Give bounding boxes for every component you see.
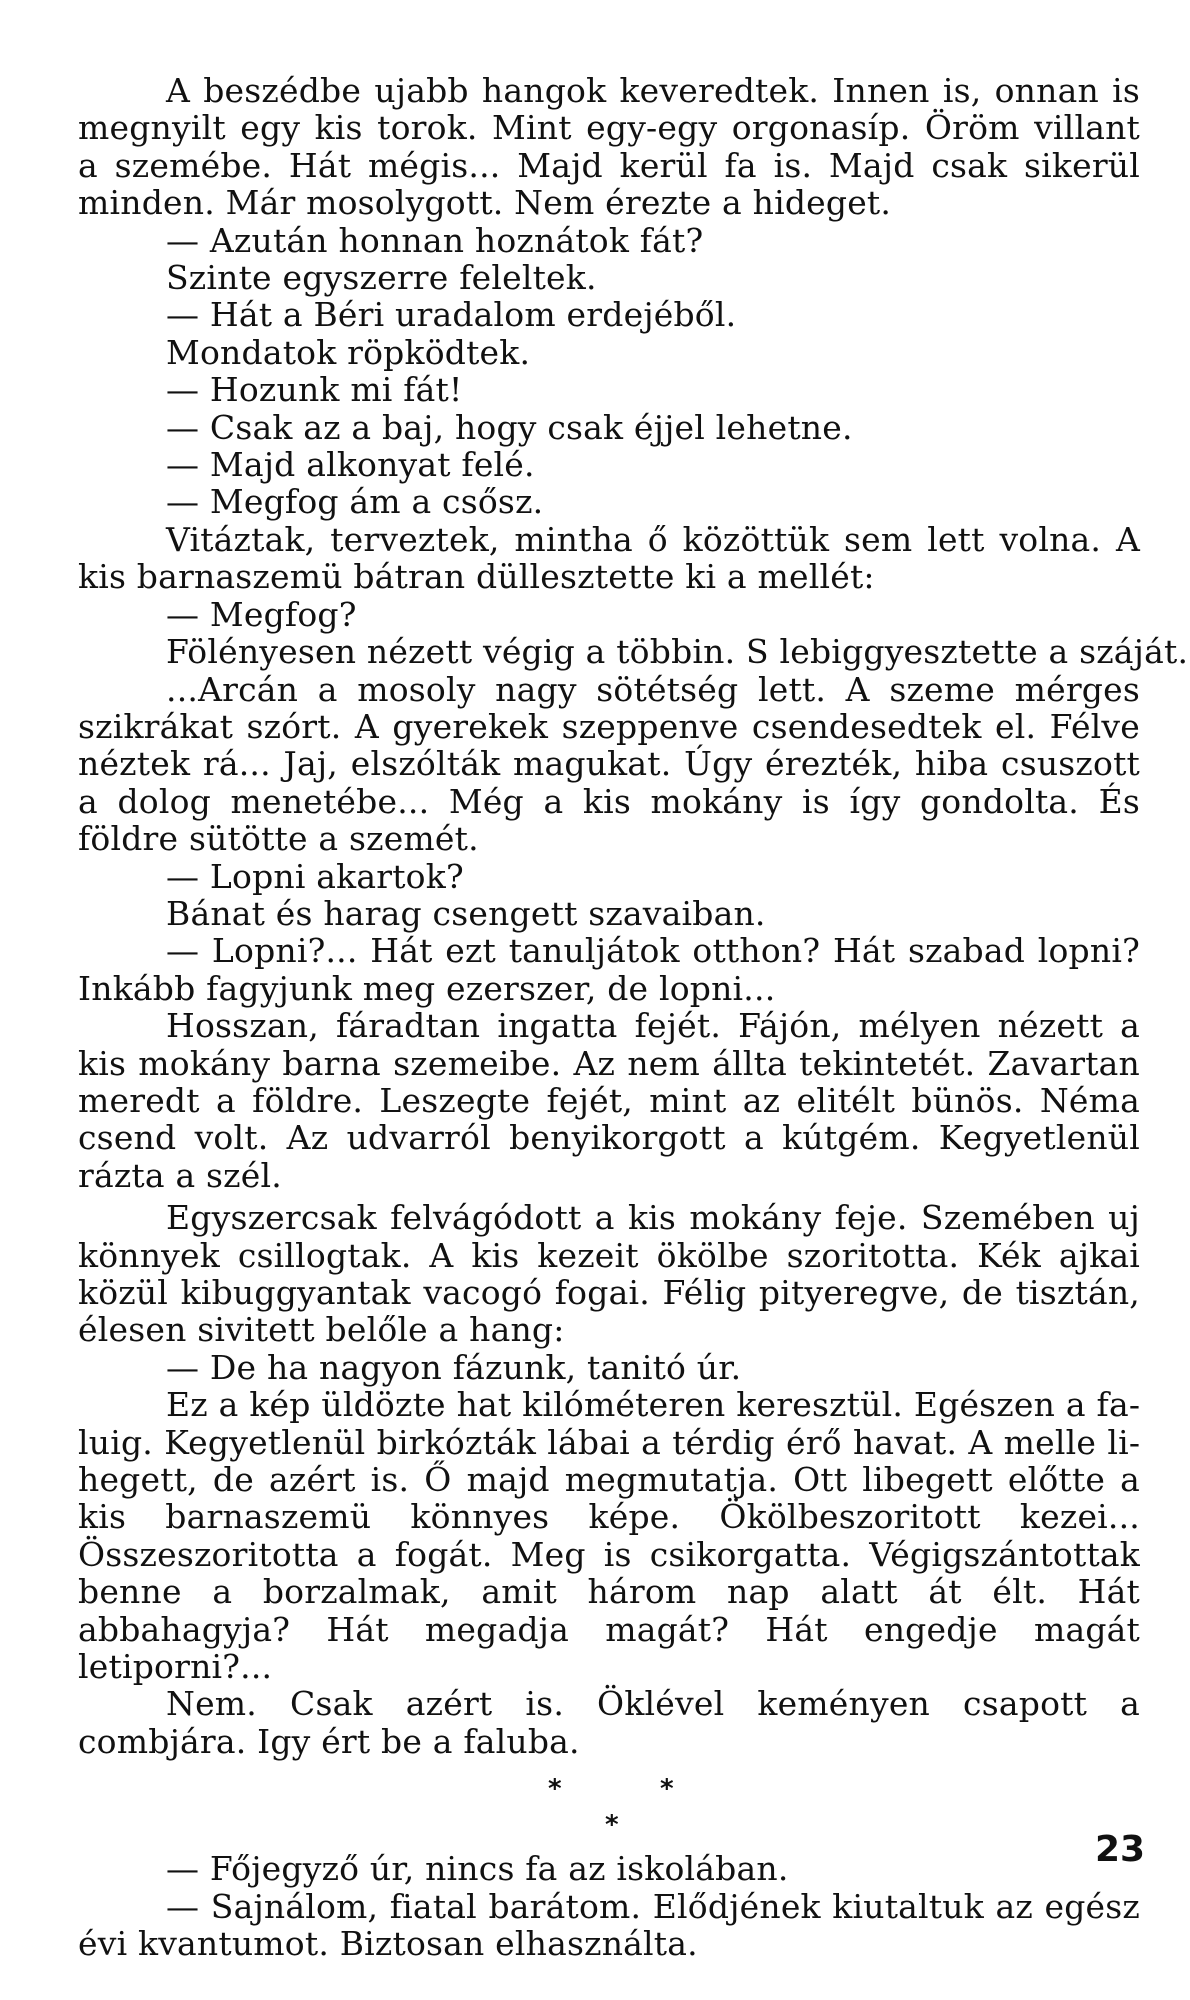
- paragraph-arrival: Nem. Csak azért is. Öklével keményen csapott a combjára. Igy ért be a faluba.: [78, 1684, 1140, 1761]
- section-break-asterism: [78, 1764, 1140, 1850]
- paragraph-argue: Vitáztak, terveztek, mintha ő közöttük sem lett volna. A kis barnaszemü bátran düllesztette ki a mellét:: [78, 519, 1140, 597]
- paragraph-stealing: — Lopni?... Hát ezt tanuljátok otthon? Hát szabad lopni? Inkább fagyjunk meg ezerszer, de lopni...: [78, 931, 1140, 1008]
- narration-line: Fölényesen nézett végig a többin. S lebiggyesztette a száját.: [166, 632, 1189, 672]
- paragraph-voices: A beszédbe ujabb hangok keveredtek. Innen is, onnan is megnyilt egy kis torok. Mint egy-egy orgonasíp. Öröm villant a szemébe. Hát mégis... Majd kerül fa is. Majd csak sikerül minden. Már mosolygott. Nem érezte a hideget.: [78, 71, 1140, 223]
- page-number: 23: [1095, 1829, 1146, 1870]
- dialogue-line: — Azután honnan hoznátok fát?: [166, 220, 704, 260]
- paragraph-silence: Hosszan, fáradtan ingatta fejét. Fájón, mélyen nézett a kis mokány barna szemeibe. Az nem állta tekintetét. Zavartan meredt a földre. Leszegte fejét, mint az elitélt bünös. Néma csend volt. Az udvarról benyikorgott a kútgém. Kegyetlenül rázta a szél.: [78, 1006, 1140, 1195]
- dialogue-line: — Csak az a baj, hogy csak éjjel lehetne.: [166, 407, 853, 447]
- narration-line: Mondatok röpködtek.: [166, 332, 531, 372]
- dialogue-line: — Lopni akartok?: [166, 856, 464, 896]
- asterisk-glyph: *: [660, 1774, 674, 1805]
- dialogue-line: — Hát a Béri uradalom erdejéből.: [166, 295, 737, 335]
- dialogue-line: — Megfog ám a csősz.: [166, 482, 544, 522]
- dialogue-line: — Főjegyző úr, nincs fa az iskolában.: [166, 1849, 789, 1889]
- dialogue-line: — Majd alkonyat felé.: [166, 445, 535, 485]
- book-page: [78, 71, 1189, 1964]
- dialogue-line: — Hozunk mi fát!: [166, 370, 463, 410]
- paragraph-notary-reply: — Sajnálom, fiatal barátom. Elődjének kiutaltuk az egész évi kvantumot. Biztosan elhasználta.: [78, 1886, 1140, 1964]
- asterisk-glyph: *: [605, 1810, 619, 1841]
- asterisk-glyph: *: [548, 1774, 562, 1805]
- narration-line: Szinte egyszerre feleltek.: [166, 258, 597, 298]
- paragraph-tears: Egyszercsak felvágódott a kis mokány feje. Szemében uj könnyek csillogtak. A kis kezeit ökölbe szoritotta. Kék ajkai közül kibuggyantak vacogó fogai. Félig pityeregve, de tisztán, élesen sivitett belőle a hang:: [78, 1198, 1140, 1350]
- narration-line: Bánat és harag csengett szavaiban.: [166, 893, 766, 933]
- paragraph-darkness: ...Arcán a mosoly nagy sötétség lett. A szeme mérges szikrákat szórt. A gyerekek szeppenve csendesedtek el. Félve néztek rá... Jaj, elszólták magukat. Úgy érezték, hiba csuszott a dolog menetébe... Még a kis mokány is így gondolta. És földre sütötte a szemét.: [78, 669, 1140, 859]
- dialogue-line: — De ha nagyon fázunk, tanitó úr.: [166, 1347, 742, 1387]
- paragraph-journey: Ez a kép üldözte hat kilóméteren keresztül. Egészen a faluig. Kegyetlenül birkózták lábai a térdig érő havat. A melle lihegett, de azért is. Ő majd megmutatja. Ott libegett előtte a kis barnaszemü könnyes képe. Ökölbeszoritott kezei... Összeszoritotta a fogát. Meg is csikorgatta. Végigszántottak benne a borzalmak, amit három nap alatt át élt. Hát abbahagyja? Hát megadja magát? Hát engedje magát letiporni?...: [78, 1385, 1140, 1687]
- dialogue-line: — Megfog?: [166, 594, 357, 634]
